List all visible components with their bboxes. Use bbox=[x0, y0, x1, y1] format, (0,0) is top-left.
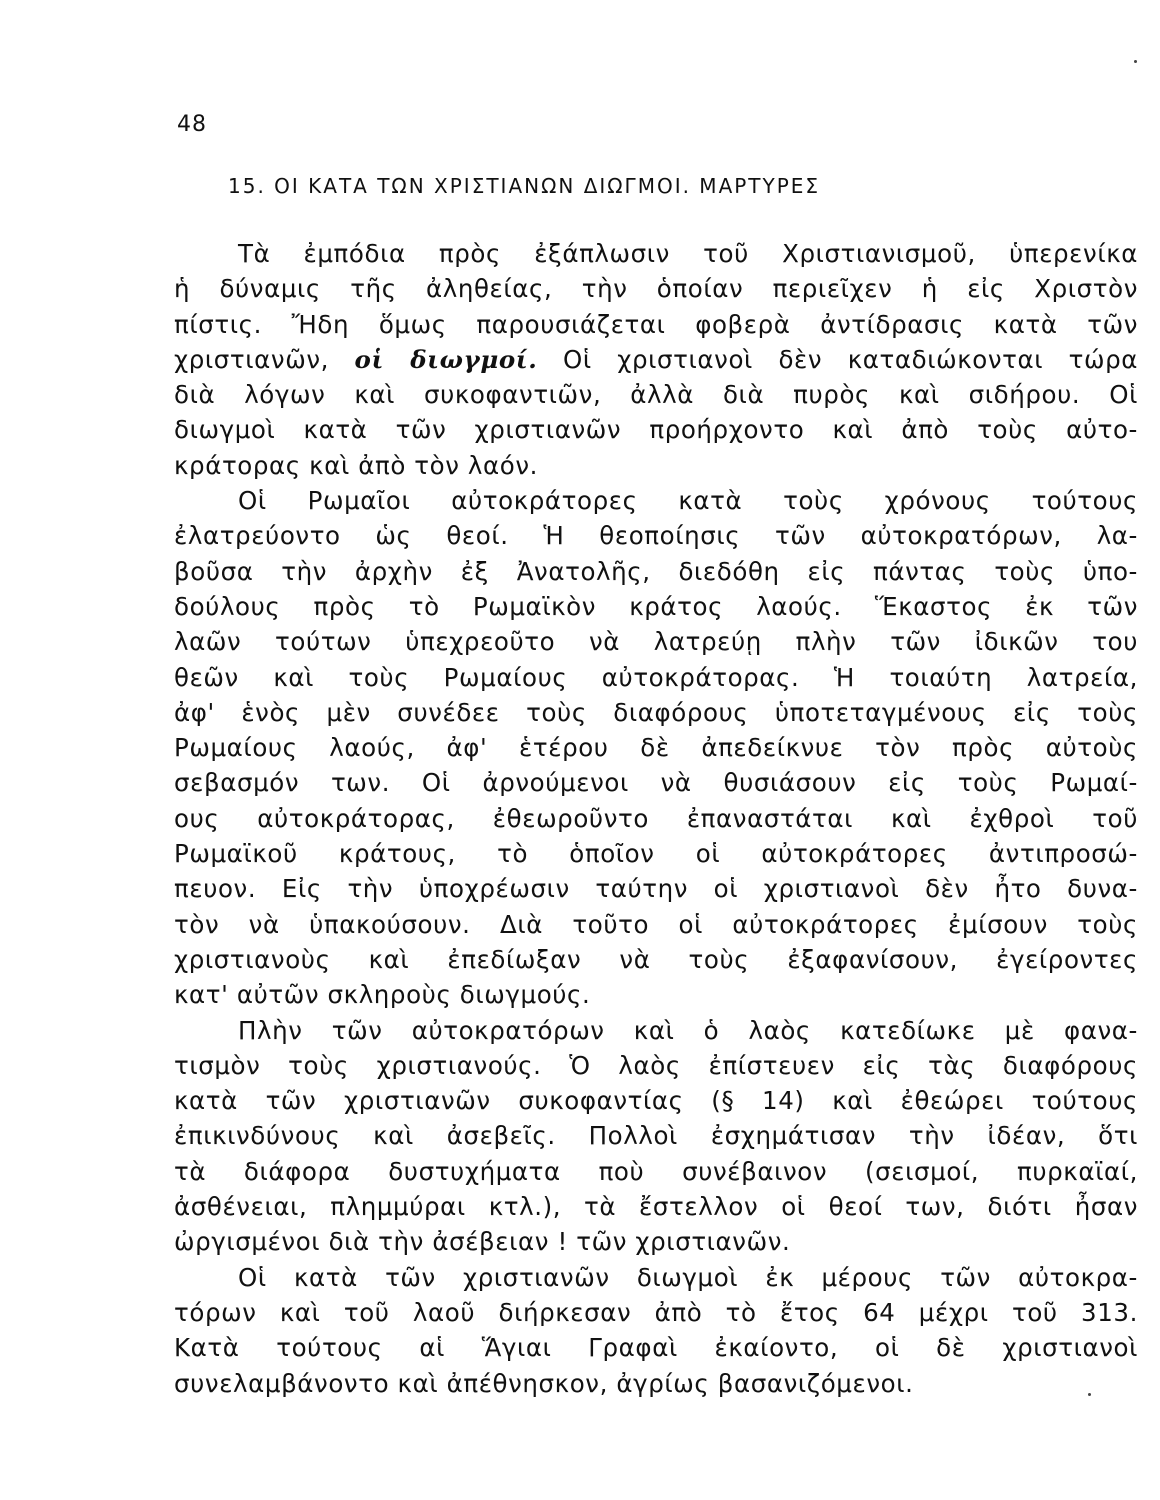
text-line: ἀσθένειαι, πλημμύραι κτλ.), τὰ ἔστελλον οἱ θεοί των, διότι ἦσαν bbox=[174, 1192, 1138, 1222]
body-text bbox=[174, 236, 1138, 1401]
text-line: Τὰ ἐμπόδια πρὸς ἐξάπλωσιν τοῦ Χριστιανισμοῦ, ὑπερενίκα bbox=[238, 239, 1138, 268]
text-line: Ρωμαίους λαούς, ἀφ' ἑτέρου δὲ ἀπεδείκνυε τὸν πρὸς αὐτοὺς bbox=[174, 733, 1138, 763]
text-line: Κατὰ τούτους αἱ Ἅγιαι Γραφαὶ ἐκαίοντο, οἱ δὲ χριστιανοὶ bbox=[174, 1333, 1138, 1363]
text-line: Ρωμαϊκοῦ κράτους, τὸ ὁποῖον οἱ αὐτοκράτορες ἀντιπροσώ- bbox=[174, 839, 1138, 869]
text-line: Οἱ Ρωμαῖοι αὐτοκράτορες κατὰ τοὺς χρόνους τούτους bbox=[238, 486, 1138, 516]
text-line: κατὰ τῶν χριστιανῶν συκοφαντίας (§ 14) καὶ ἐθεώρει τούτους bbox=[174, 1086, 1138, 1116]
text-line: ἡ δύναμις τῆς ἀληθείας, τὴν ὁποίαν περιεῖχεν ἡ εἰς Χριστὸν bbox=[174, 274, 1138, 304]
text-line: Οἱ κατὰ τῶν χριστιανῶν διωγμοὶ ἐκ μέρους τῶν αὐτοκρα- bbox=[238, 1262, 1138, 1292]
text-line: ους αὐτοκράτορας, ἐθεωροῦντο ἐπαναστάται καὶ ἐχθροὶ τοῦ bbox=[174, 803, 1138, 833]
text-segment: χριστιανῶν, bbox=[174, 344, 329, 374]
text-line: ἀφ' ἑνὸς μὲν συνέδεε τοὺς διαφόρους ὑποτεταγμένους εἰς τοὺς bbox=[174, 697, 1138, 727]
text-line: κράτορας καὶ ἀπὸ τὸν λαόν. bbox=[174, 450, 539, 480]
text-line: δούλους πρὸς τὸ Ρωμαϊκὸν κράτος λαούς. Ἕκαστος ἐκ τῶν bbox=[174, 591, 1138, 621]
text-line: ἐπικινδύνους καὶ ἀσεβεῖς. Πολλοὶ ἐσχημάτισαν τὴν ἰδέαν, ὅτι bbox=[174, 1121, 1138, 1151]
text-line: συνελαμβάνοντο καὶ ἀπέθνησκον, ἀγρίως βασανιζόμενοι. bbox=[174, 1368, 914, 1398]
text-line bbox=[174, 342, 1138, 377]
text-line: θεῶν καὶ τοὺς Ρωμαίους αὐτοκράτορας. Ἡ τοιαύτη λατρεία, bbox=[174, 662, 1138, 692]
text-line: Πλὴν τῶν αὐτοκρατόρων καὶ ὁ λαὸς κατεδίωκε μὲ φανα- bbox=[238, 1015, 1138, 1045]
text-line: λαῶν τούτων ὑπεχρεοῦτο νὰ λατρεύῃ πλὴν τῶν ἰδικῶν του bbox=[174, 627, 1138, 657]
text-line: κατ' αὐτῶν σκληροὺς διωγμούς. bbox=[174, 980, 591, 1010]
text-line: ἐλατρεύοντο ὡς θεοί. Ἡ θεοποίησις τῶν αὐτοκρατόρων, λα- bbox=[174, 521, 1138, 551]
text-line: τόρων καὶ τοῦ λαοῦ διήρκεσαν ἀπὸ τὸ ἔτος 64 μέχρι τοῦ 313. bbox=[174, 1297, 1138, 1327]
text-line: τὸν νὰ ὑπακούσουν. Διὰ τοῦτο οἱ αὐτοκράτορες ἐμίσουν τοὺς bbox=[174, 909, 1138, 939]
text-line: τὰ διάφορα δυστυχήματα ποὺ συνέβαινον (σεισμοί, πυρκαϊαί, bbox=[174, 1156, 1138, 1186]
text-line: διωγμοὶ κατὰ τῶν χριστιανῶν προήρχοντο καὶ ἀπὸ τοὺς αὐτο- bbox=[174, 415, 1138, 445]
text-line: πίστις. Ἤδη ὅμως παρουσιάζεται φοβερὰ ἀντίδρασις κατὰ τῶν bbox=[174, 309, 1138, 339]
text-line: ὠργισμένοι διὰ τὴν ἀσέβειαν ! τῶν χριστιανῶν. bbox=[174, 1227, 791, 1257]
print-speck bbox=[1134, 60, 1137, 63]
page-number: 48 bbox=[177, 112, 207, 137]
text-line: τισμὸν τοὺς χριστιανούς. Ὁ λαὸς ἐπίστευεν εἰς τὰς διαφόρους bbox=[174, 1050, 1138, 1080]
text-line: χριστιανοὺς καὶ ἐπεδίωξαν νὰ τοὺς ἐξαφανίσουν, ἐγείροντες bbox=[174, 944, 1138, 974]
section-heading: 15. ΟΙ ΚΑΤΑ ΤΩΝ ΧΡΙΣΤΙΑΝΩΝ ΔΙΩΓΜΟΙ. ΜΑΡΤΥΡΕΣ bbox=[228, 174, 821, 198]
text-line: βοῦσα τὴν ἀρχὴν ἐξ Ἀνατολῆς, διεδόθη εἰς πάντας τοὺς ὑπο- bbox=[174, 556, 1138, 586]
text-line: πευον. Εἰς τὴν ὑποχρέωσιν ταύτην οἱ χριστιανοὶ δὲν ἦτο δυνα- bbox=[174, 874, 1138, 904]
text-line: διὰ λόγων καὶ συκοφαντιῶν, ἀλλὰ διὰ πυρὸς καὶ σιδήρου. Οἱ bbox=[174, 380, 1138, 410]
emphasized-term: οἱ διωγμοί. bbox=[354, 344, 538, 374]
text-segment: Οἱ χριστιανοὶ δὲν καταδιώκονται τώρα bbox=[562, 344, 1139, 374]
text-line: σεβασμόν των. Οἱ ἀρνούμενοι νὰ θυσιάσουν εἰς τοὺς Ρωμαί- bbox=[174, 768, 1138, 798]
